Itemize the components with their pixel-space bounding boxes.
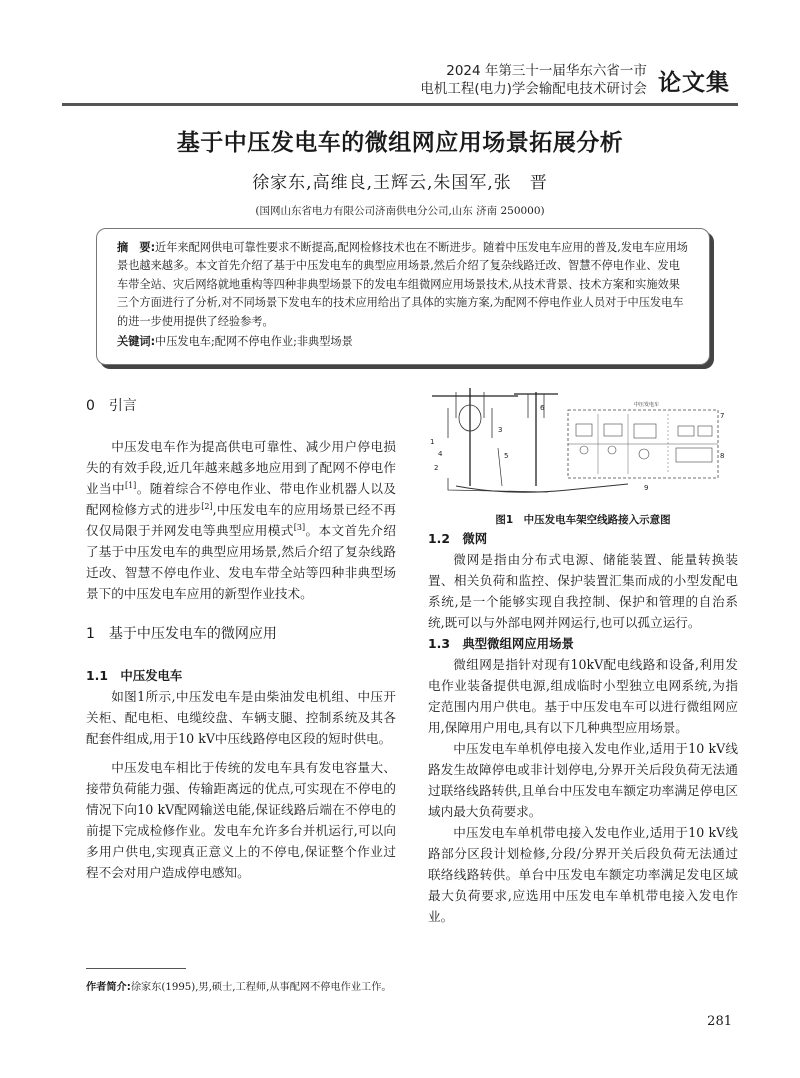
header-rule [62, 103, 738, 106]
paragraph-1-3-c: 中压发电车单机带电接入发电作业,适用于10 kV线路部分区段计划检修,分段/分界开关后段负荷无法通过联络线路转供。单台中压发电车额定功率满足发电区域最大负荷要求,应选用中压发电车单机带电接入发电作业。 [428, 825, 738, 924]
section-heading-1: 1 基于中压发电车的微网应用 [86, 626, 277, 642]
author-bio [86, 978, 392, 993]
paragraph-1-1-a: 如图1所示,中压发电车是由柴油发电机组、中压开关柜、配电柜、电缆绞盘、车辆支腿、控制系统及其各配套件组成,用于10 kV中压线路停电区段的短时供电。 [86, 689, 396, 746]
footnote-rule [86, 968, 186, 969]
conference-line-1: 2024 年第三十一届华东六省一市 [446, 63, 647, 79]
callout-1: 1 [430, 438, 435, 446]
paper-title: 基于中压发电车的微组网应用场景拓展分析 [176, 130, 624, 156]
section-heading-0: 0 引言 [86, 398, 137, 414]
paragraph-1-3-a: 微组网是指针对现有10kV配电线路和设备,利用发电作业装备提供电源,组成临时小型独立电网系统,为指定范围内用户供电。基于中压发电车可以进行微组网应用,保障用户用电,具有以下几种典型应用场景。 [428, 657, 738, 735]
affiliation: (国网山东省电力有限公司济南供电分公司,山东 济南 250000) [255, 205, 545, 217]
subsection-heading-1-3: 1.3 典型微组网应用场景 [428, 636, 574, 651]
figure-1-caption: 图1 中压发电车架空线路接入示意图 [495, 514, 671, 526]
author-bio-text: 徐家东(1995),男,硕士,工程师,从事配网不停电作业工作。 [130, 982, 392, 993]
keywords [117, 333, 691, 351]
left-column [86, 396, 396, 883]
callout-9: 9 [644, 484, 649, 492]
figure-1-diagram [428, 378, 738, 504]
callout-3: 3 [498, 426, 503, 434]
intro-text-a: 中压发电车作为提高供电可靠性、减少用户停电损失的有效手段,近几年越来越多地应用到了配网不停电作业当中 [86, 439, 396, 496]
conference-line-2: 电机工程(电力)学会输配电技术研讨会 [420, 81, 647, 97]
keywords-label: 关键词: [117, 335, 156, 349]
proceedings-tag: 论文集 [658, 69, 730, 96]
paragraph-intro [86, 436, 396, 604]
callout-6: 6 [540, 404, 545, 412]
citation-1: [1] [124, 480, 137, 490]
citation-3: [3] [293, 522, 306, 532]
paper-authors: 徐家东,高维良,王辉云,朱国军,张 晋 [252, 173, 548, 193]
subsection-heading-1-2: 1.2 微网 [428, 531, 488, 546]
abstract-label: 摘 要: [117, 241, 156, 254]
intro-text-b: 。随着综合不停电作业、带电作业机器人以及配网检修方式的进步 [86, 481, 397, 517]
citation-2: [2] [201, 501, 213, 511]
running-header [420, 62, 730, 98]
page-number: 281 [707, 1014, 732, 1029]
generator-truck-label: 中压发电车 [634, 402, 660, 408]
callout-8: 8 [720, 452, 725, 460]
right-column [428, 528, 738, 927]
author-bio-label: 作者简介: [86, 982, 131, 993]
callout-7: 7 [720, 412, 725, 420]
conference-name [420, 62, 647, 98]
paragraph-1-2: 微网是指由分布式电源、储能装置、能量转换装置、相关负荷和监控、保护装置汇集而成的小型发配电系统,是一个能够实现自我控制、保护和管理的自治系统,既可以与外部电网并网运行,也可以孤立运行。 [428, 552, 738, 630]
callout-5: 5 [504, 452, 509, 460]
keywords-text: 中压发电车;配网不停电作业;非典型场景 [155, 335, 353, 349]
paragraph-1-1-b: 中压发电车相比于传统的发电车具有发电容量大、接带负荷能力强、传输距离远的优点,可实现在不停电的情况下向10 kV配网输送电能,保证线路后端在不停电的前提下完成检修作业。发电车允许多台并机运行,可以向多用户供电,实现真正意义上的不停电,保证整个作业过程不会对用户造成停电感知。 [86, 760, 396, 880]
callout-4: 4 [438, 450, 443, 458]
subsection-heading-1-1: 1.1 中压发电车 [86, 668, 183, 683]
paragraph-1-3-b: 中压发电车单机停电接入发电作业,适用于10 kV线路发生故障停电或非计划停电,分界开关后段负荷无法通过联络线路转供,且单台中压发电车额定功率满足停电区域内最大负荷要求。 [428, 741, 738, 819]
intro-text-c: ,中压发电车的应用场景已经不再仅仅局限于并网发电等典型应用模式 [86, 502, 396, 538]
abstract [117, 239, 691, 331]
callout-2: 2 [434, 464, 439, 472]
abstract-box [96, 228, 710, 365]
intro-text-d: 。本文首先介绍了基于中压发电车的典型应用场景,然后介绍了复杂线路迁改、智慧不停电作业、发电车带全站等四种非典型场景下的中压发电车应用的新型作业技术。 [86, 523, 397, 601]
abstract-text: 近年来配网供电可靠性要求不断提高,配网检修技术也在不断进步。随着中压发电车应用的普及,发电车应用场景也越来越多。本文首先介绍了基于中压发电车的典型应用场景,然后介绍了复杂线路迁改、智慧不停电作业、发电车带全站、灾后网络就地重构等四种非典型场景下的发电车组微网应用场景技术,从技术背景、技术方案和实施效果三个方面进行了分析,对不同场景下发电车的技术应用给出了具体的实施方案,为配网不停电作业人员对于中压发电车的进一步使用提供了经验参考。 [117, 241, 688, 328]
